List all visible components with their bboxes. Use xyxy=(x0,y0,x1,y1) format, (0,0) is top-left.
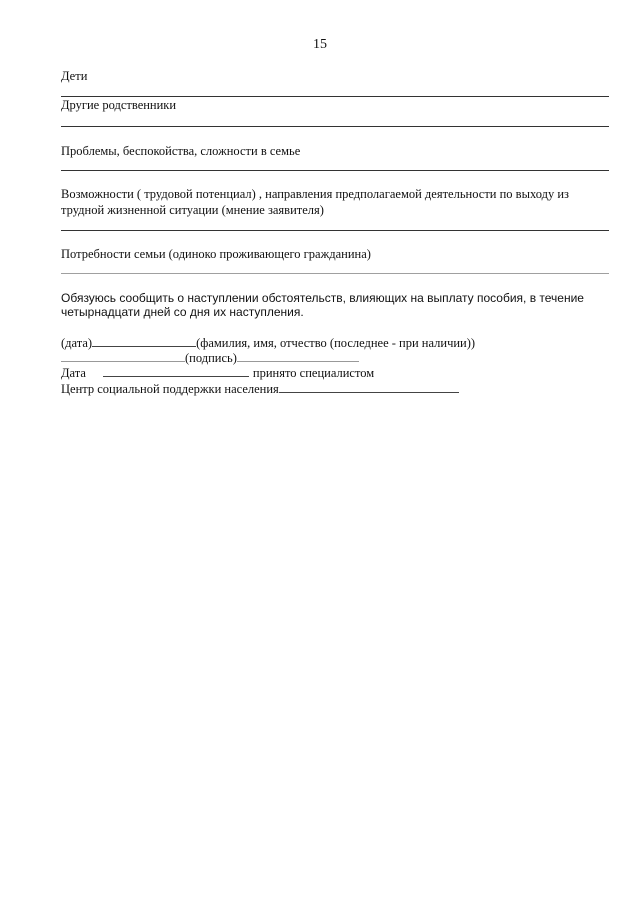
opportunities-label-line2: трудной жизненной ситуации (мнение заявителя) xyxy=(61,203,324,217)
date-fio-row xyxy=(61,335,475,351)
obligation-line1: Обязуюсь сообщить о наступлении обстоятельств, влияющих на выплату пособия, в течение xyxy=(61,291,584,305)
center-row xyxy=(61,381,459,397)
page-number: 15 xyxy=(313,37,327,52)
family-problems-label: Проблемы, беспокойства, сложности в семье xyxy=(61,144,301,158)
fio-blank[interactable] xyxy=(61,350,185,362)
date-blank[interactable] xyxy=(92,335,196,347)
obligation-line2: четырнадцати дней со дня их наступления. xyxy=(61,305,304,319)
accepted-row xyxy=(61,365,374,381)
accepted-label: принято специалистом xyxy=(252,366,375,380)
family-needs-line xyxy=(61,273,609,274)
family-problems-line xyxy=(61,170,609,171)
other-relatives-line xyxy=(61,126,609,127)
sign-label: (подпись) xyxy=(185,351,237,365)
fio-label: (фамилия, имя, отчество (последнее - при наличии)) xyxy=(196,336,476,350)
children-label: Дети xyxy=(61,69,88,83)
date-label: (дата) xyxy=(61,336,93,350)
opportunities-label-line1: Возможности ( трудовой потенциал) , направления предполагаемой деятельности по выходу из xyxy=(61,187,569,201)
center-blank[interactable] xyxy=(279,381,459,393)
children-line xyxy=(61,96,609,97)
sign-blank[interactable] xyxy=(237,350,359,362)
center-label: Центр социальной поддержки населения xyxy=(61,382,279,396)
signature-row xyxy=(61,350,359,366)
opportunities-line xyxy=(61,230,609,231)
family-needs-label: Потребности семьи (одиноко проживающего гражданина) xyxy=(61,247,371,261)
accepted-date-label: Дата xyxy=(61,366,86,380)
other-relatives-label: Другие родственники xyxy=(61,98,177,112)
accepted-date-blank[interactable] xyxy=(103,365,249,377)
